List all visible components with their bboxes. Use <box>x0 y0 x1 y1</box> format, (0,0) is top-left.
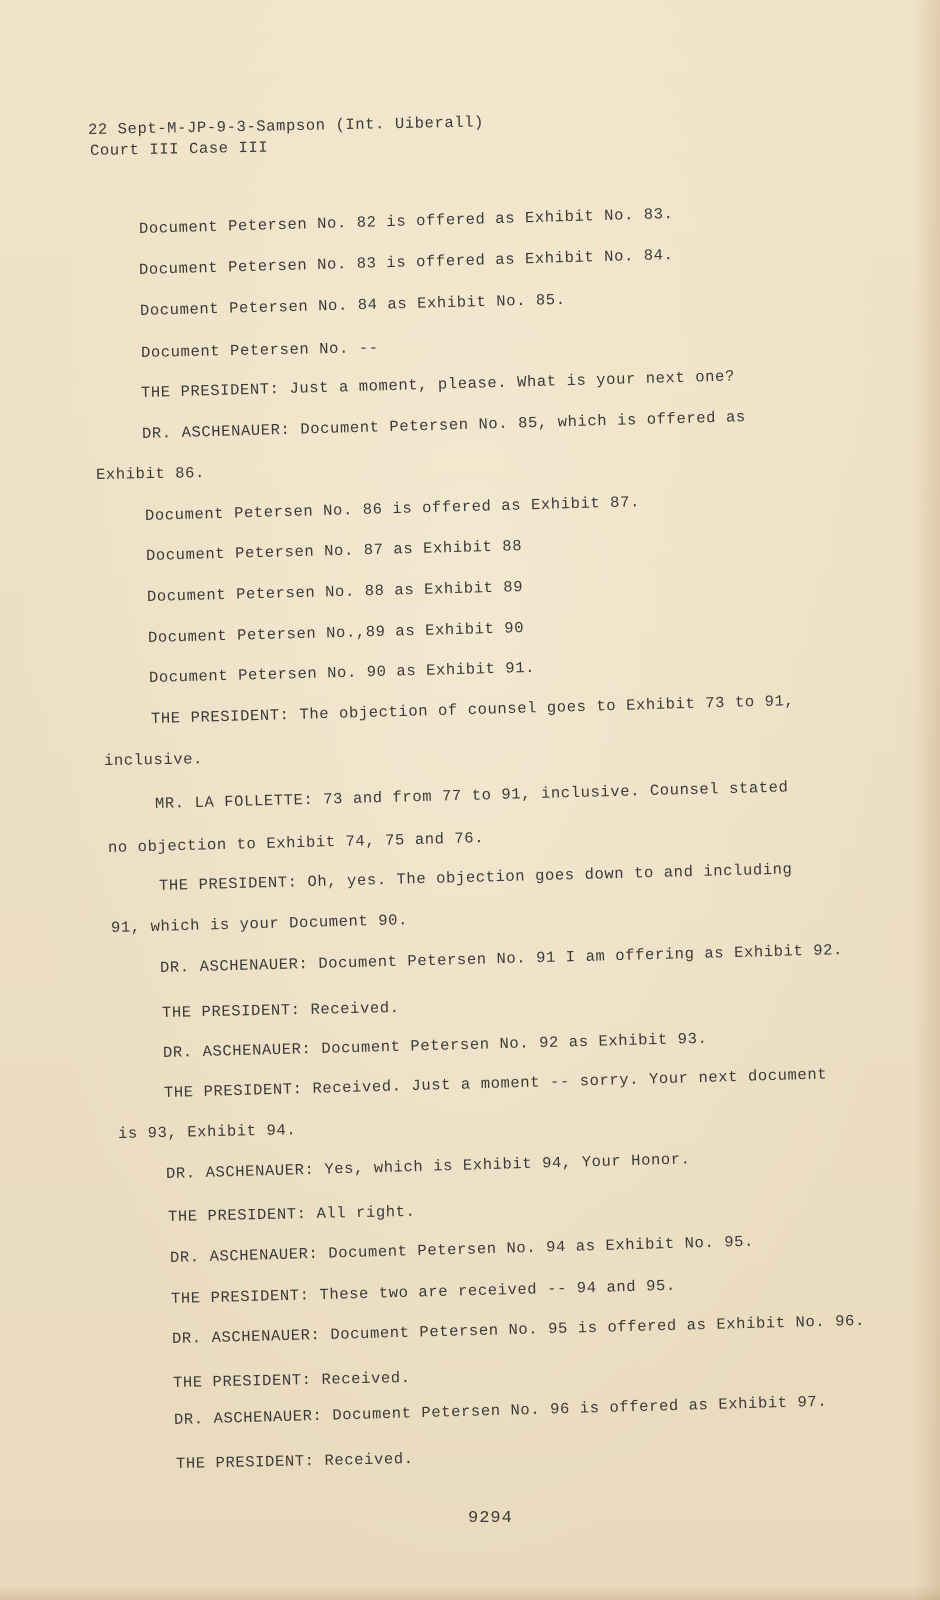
transcript-line: no objection to Exhibit 74, 75 and 76. <box>107 829 485 857</box>
transcript-line: THE PRESIDENT: Received. <box>175 1450 414 1473</box>
transcript-line: inclusive. <box>103 750 204 770</box>
transcript-line: Document Petersen No. 90 as Exhibit 91. <box>148 658 536 687</box>
transcript-line: Document Petersen No. 82 is offered as Exhibit No. 83. <box>138 205 674 238</box>
transcript-line: 91, which is your Document 90. <box>110 911 409 937</box>
transcript-line: DR. ASCHENAUER: Document Petersen No. 91 I am offering as Exhibit 92. <box>159 941 844 977</box>
transcript-line: DR. ASCHENAUER: Document Petersen No. 92 as Exhibit 93. <box>162 1029 708 1062</box>
transcript-line: Exhibit 86. <box>95 464 206 484</box>
page-number: 9294 <box>468 1509 513 1528</box>
transcript-line: THE PRESIDENT: All right. <box>167 1202 416 1226</box>
transcript-line: DR. ASCHENAUER: Document Petersen No. 85, which is offered as <box>141 408 747 443</box>
transcript-line: THE PRESIDENT: Received. Just a moment -- sorry. Your next document <box>163 1065 828 1102</box>
transcript-line: THE PRESIDENT: Just a moment, please. What is your next one? <box>140 367 736 402</box>
transcript-line: Document Petersen No. 86 is offered as Exhibit 87. <box>144 493 641 525</box>
transcript-line: DR. ASCHENAUER: Yes, which is Exhibit 94, Your Honor. <box>165 1150 691 1183</box>
transcript-line: is 93, Exhibit 94. <box>117 1121 297 1143</box>
transcript-line: THE PRESIDENT: These two are received -- 94 and 95. <box>170 1276 677 1308</box>
transcript-line: DR. ASCHENAUER: Document Petersen No. 94 as Exhibit No. 95. <box>169 1232 755 1267</box>
transcript-line: DR. ASCHENAUER: Document Petersen No. 95 is offered as Exhibit No. 96. <box>171 1311 866 1348</box>
transcript-line: THE PRESIDENT: Oh, yes. The objection goes down to and including <box>158 860 793 895</box>
transcript-line: Document Petersen No. -- <box>140 339 379 362</box>
transcript-line: Document Petersen No. 84 as Exhibit No. 85. <box>139 290 566 320</box>
header-court-line: Court III Case III <box>89 138 269 160</box>
transcript-line: Document Petersen No. 83 is offered as Exhibit No. 84. <box>138 246 674 279</box>
header-session-line: 22 Sept-M-JP-9-3-Sampson (Int. Uiberall) <box>87 113 485 139</box>
transcript-line: DR. ASCHENAUER: Document Petersen No. 96 is offered as Exhibit 97. <box>173 1392 828 1429</box>
transcript-line: Document Petersen No. 88 as Exhibit 89 <box>146 578 524 606</box>
transcript-line: Document Petersen No. 87 as Exhibit 88 <box>145 537 523 565</box>
transcript-line: Document Petersen No.,89 as Exhibit 90 <box>147 619 525 647</box>
paper-edge-shadow-bottom <box>0 1586 940 1600</box>
transcript-line: THE PRESIDENT: The objection of counsel goes to Exhibit 73 to 91, <box>150 692 795 728</box>
paper-edge-shadow-right <box>914 0 940 1600</box>
transcript-line: THE PRESIDENT: Received. <box>172 1369 411 1392</box>
transcript-line: MR. LA FOLLETTE: 73 and from 77 to 91, inclusive. Counsel stated <box>154 778 789 813</box>
transcript-line: THE PRESIDENT: Received. <box>161 999 400 1022</box>
